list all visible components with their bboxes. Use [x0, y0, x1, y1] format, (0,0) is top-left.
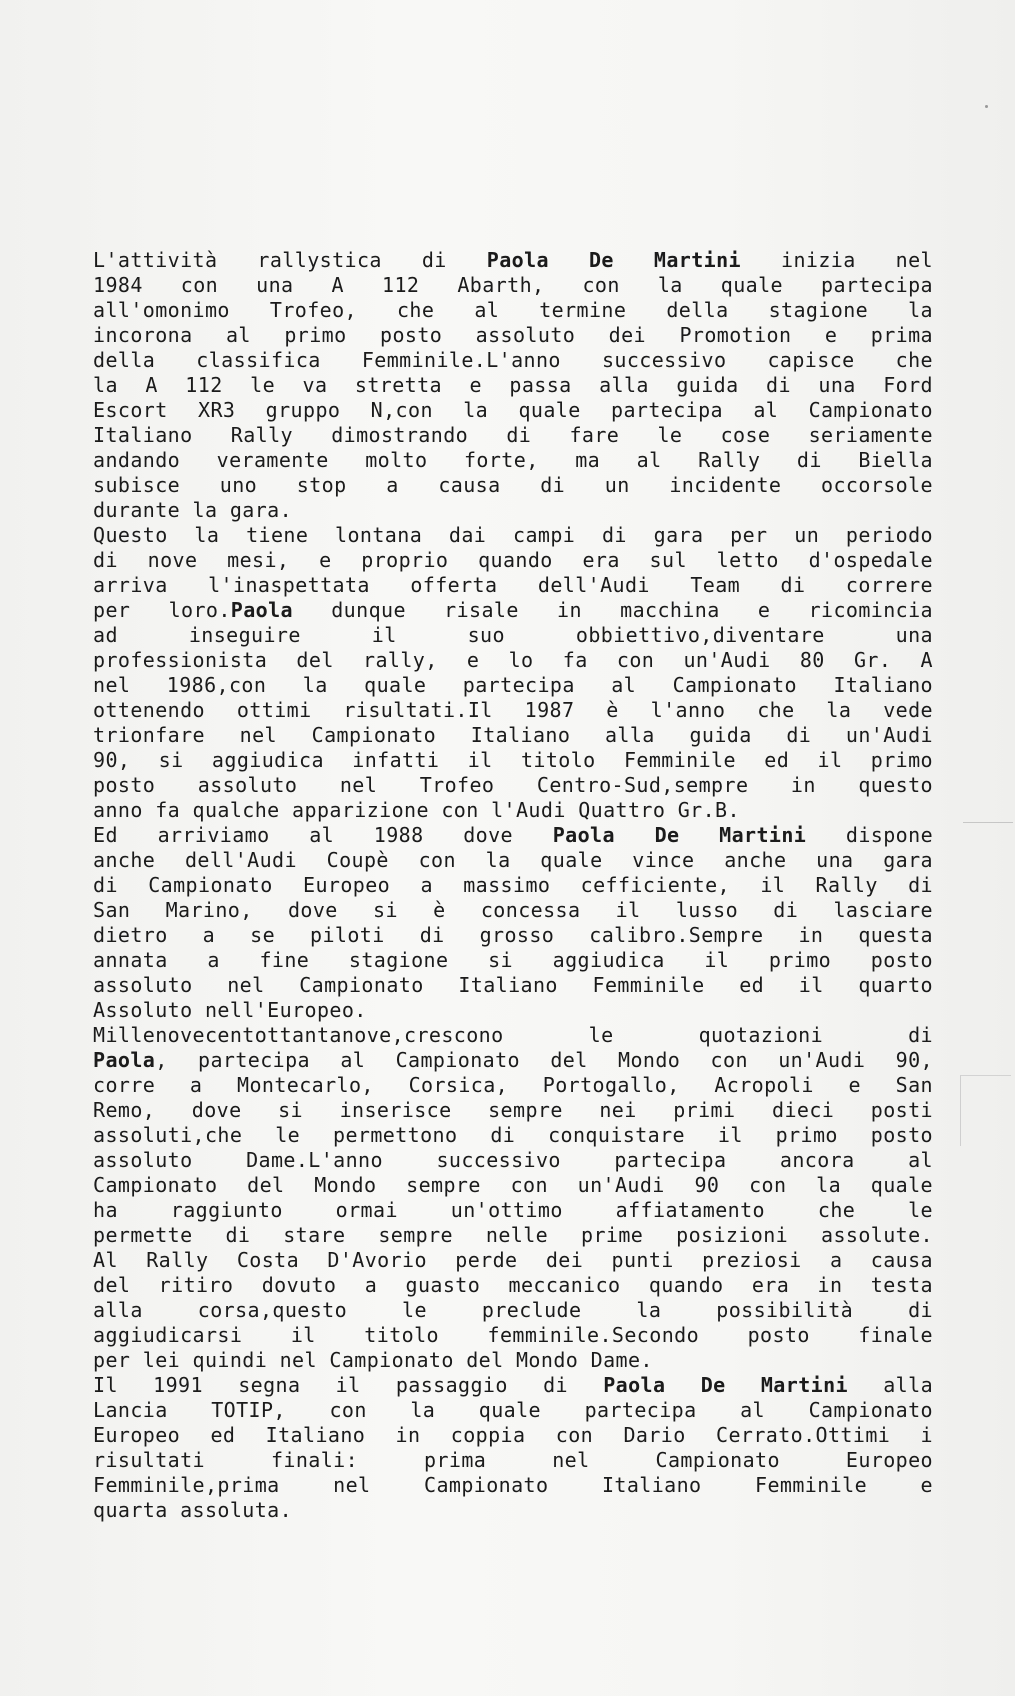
text-line-segment: Campionato del Mondo sempre con un'Audi 90 con la quale	[93, 1173, 933, 1197]
text-line	[93, 773, 933, 798]
text-line	[93, 248, 933, 273]
text-line-segment: per lei quindi nel Campionato del Mondo Dame.	[93, 1348, 653, 1372]
text-line-segment: della classifica Femminile.L'anno successivo capisce che	[93, 348, 933, 372]
text-line	[93, 1098, 933, 1123]
text-line-segment: nel 1986,con la quale partecipa al Campionato Italiano	[93, 673, 933, 697]
text-line	[93, 1298, 933, 1323]
text-line	[93, 273, 933, 298]
text-line-segment: incorona al primo posto assoluto dei Promotion e prima	[93, 323, 933, 347]
text-line-segment: Il 1991 segna il passaggio di	[93, 1373, 604, 1397]
text-line	[93, 1373, 933, 1398]
text-line	[93, 748, 933, 773]
text-line-segment: aggiudicarsi il titolo femminile.Secondo posto finale	[93, 1323, 933, 1347]
text-line-segment: Millenovecentottantanove,crescono le quotazioni di	[93, 1023, 933, 1047]
text-line	[93, 723, 933, 748]
text-line-segment: L'attività rallystica di	[93, 248, 487, 272]
text-line	[93, 498, 933, 523]
text-line-segment: di nove mesi, e proprio quando era sul letto d'ospedale	[93, 548, 933, 572]
paper-speck	[985, 105, 988, 108]
text-line-segment: corre a Montecarlo, Corsica, Portogallo, Acropoli e San	[93, 1073, 933, 1097]
text-line	[93, 1423, 933, 1448]
bold-name: Paola De Martini	[486, 248, 741, 272]
text-line-segment: Escort XR3 gruppo N,con la quale partecipa al Campionato	[93, 398, 933, 422]
text-line-segment: arriva l'inaspettata offerta dell'Audi Team di correre	[93, 573, 933, 597]
text-line-segment: Remo, dove si inserisce sempre nei primi dieci posti	[93, 1098, 933, 1122]
text-line	[93, 1073, 933, 1098]
text-line	[93, 973, 933, 998]
text-line	[93, 1473, 933, 1498]
text-line	[93, 1023, 933, 1048]
text-line	[93, 323, 933, 348]
text-line	[93, 423, 933, 448]
text-line-segment: trionfare nel Campionato Italiano alla guida di un'Audi	[93, 723, 933, 747]
text-line	[93, 1198, 933, 1223]
text-line-segment: alla corsa,questo le preclude la possibilità di	[93, 1298, 933, 1322]
text-line-segment: ottenendo ottimi risultati.Il 1987 è l'anno che la vede	[93, 698, 933, 722]
text-line-segment: quarta assoluta.	[93, 1498, 293, 1522]
text-line	[93, 1173, 933, 1198]
text-line	[93, 848, 933, 873]
text-line	[93, 798, 933, 823]
text-line	[93, 1398, 933, 1423]
text-line	[93, 823, 933, 848]
text-line-segment: andando veramente molto forte, ma al Rally di Biella	[93, 448, 933, 472]
text-line-segment: professionista del rally, e lo fa con un'Audi 80 Gr. A	[93, 648, 933, 672]
text-line	[93, 1323, 933, 1348]
text-line-segment: 1984 con una A 112 Abarth, con la quale partecipa	[93, 273, 933, 297]
margin-scribble-2	[960, 1075, 1011, 1146]
text-line-segment: Questo la tiene lontana dai campi di gara per un periodo	[93, 523, 933, 547]
text-line-segment: inizia nel	[740, 248, 933, 272]
text-line	[93, 1448, 933, 1473]
text-line	[93, 623, 933, 648]
text-line-segment: Europeo ed Italiano in coppia con Dario Cerrato.Ottimi i	[93, 1423, 933, 1447]
text-line-segment: dietro a se piloti di grosso calibro.Sempre in questa	[93, 923, 933, 947]
text-line-segment: all'omonimo Trofeo, che al termine della stagione la	[93, 298, 933, 322]
text-line-segment: posto assoluto nel Trofeo Centro-Sud,sempre in questo	[93, 773, 933, 797]
text-line	[93, 648, 933, 673]
text-line-segment: 90, si aggiudica infatti il titolo Femminile ed il primo	[93, 748, 933, 772]
margin-scribble-1	[963, 798, 1013, 823]
text-line-segment: dunque risale in macchina e ricomincia	[293, 598, 933, 622]
text-line-segment: Ed arriviamo al 1988 dove	[93, 823, 553, 847]
text-line-segment: del ritiro dovuto a guasto meccanico quando era in testa	[93, 1273, 933, 1297]
text-line-segment: durante la gara.	[93, 498, 293, 522]
text-line-segment: risultati finali: prima nel Campionato Europeo	[93, 1448, 933, 1472]
text-line-segment: assoluto Dame.L'anno successivo partecipa ancora al	[93, 1148, 933, 1172]
text-line	[93, 573, 933, 598]
text-line	[93, 298, 933, 323]
text-line-segment: ha raggiunto ormai un'ottimo affiatamento che le	[93, 1198, 933, 1222]
text-line	[93, 698, 933, 723]
text-line-segment: ad inseguire il suo obbiettivo,diventare una	[93, 623, 933, 647]
text-line-segment: anche dell'Audi Coupè con la quale vince anche una gara	[93, 848, 933, 872]
text-line	[93, 598, 933, 623]
text-line-segment: Assoluto nell'Europeo.	[93, 998, 367, 1022]
text-line-segment: Italiano Rally dimostrando di fare le cose seriamente	[93, 423, 933, 447]
text-line-segment: assoluti,che le permettono di conquistare il primo posto	[93, 1123, 933, 1147]
text-line	[93, 348, 933, 373]
text-line	[93, 898, 933, 923]
text-line	[93, 1148, 933, 1173]
text-line-segment: San Marino, dove si è concessa il lusso di lasciare	[93, 898, 933, 922]
text-line	[93, 1348, 933, 1373]
text-line	[93, 673, 933, 698]
text-line	[93, 448, 933, 473]
text-line	[93, 873, 933, 898]
text-line-segment: Femminile,prima nel Campionato Italiano Femminile e	[93, 1473, 933, 1497]
text-line	[93, 1048, 933, 1073]
bold-name: Paola	[230, 598, 293, 622]
text-line	[93, 523, 933, 548]
text-line-segment: dispone	[806, 823, 934, 847]
text-line	[93, 1223, 933, 1248]
text-line	[93, 1123, 933, 1148]
text-line-segment: , partecipa al Campionato del Mondo con un'Audi 90,	[155, 1048, 933, 1072]
document-body	[93, 248, 933, 1523]
text-line	[93, 548, 933, 573]
text-line-segment: di Campionato Europeo a massimo cefficiente, il Rally di	[93, 873, 933, 897]
text-line	[93, 373, 933, 398]
text-line-segment: permette di stare sempre nelle prime posizioni assolute.	[93, 1223, 933, 1247]
text-line	[93, 948, 933, 973]
text-line-segment: subisce uno stop a causa di un incidente occorsole	[93, 473, 933, 497]
bold-name: Paola De Martini	[552, 823, 807, 847]
text-line	[93, 998, 933, 1023]
text-line-segment: Lancia TOTIP, con la quale partecipa al Campionato	[93, 1398, 933, 1422]
bold-name: Paola	[93, 1048, 156, 1072]
text-line	[93, 398, 933, 423]
text-line-segment: annata a fine stagione si aggiudica il primo posto	[93, 948, 933, 972]
bold-name: Paola De Martini	[603, 1373, 848, 1397]
text-line-segment: anno fa qualche apparizione con l'Audi Quattro Gr.B.	[93, 798, 740, 822]
text-line	[93, 923, 933, 948]
text-line-segment: assoluto nel Campionato Italiano Femminile ed il quarto	[93, 973, 933, 997]
text-line	[93, 1248, 933, 1273]
text-line-segment: la A 112 le va stretta e passa alla guida di una Ford	[93, 373, 933, 397]
text-line	[93, 1498, 933, 1523]
text-line-segment: alla	[847, 1373, 934, 1397]
text-line	[93, 1273, 933, 1298]
text-line-segment: Al Rally Costa D'Avorio perde dei punti preziosi a causa	[93, 1248, 933, 1272]
text-line-segment: per loro.	[93, 598, 231, 622]
text-line	[93, 473, 933, 498]
